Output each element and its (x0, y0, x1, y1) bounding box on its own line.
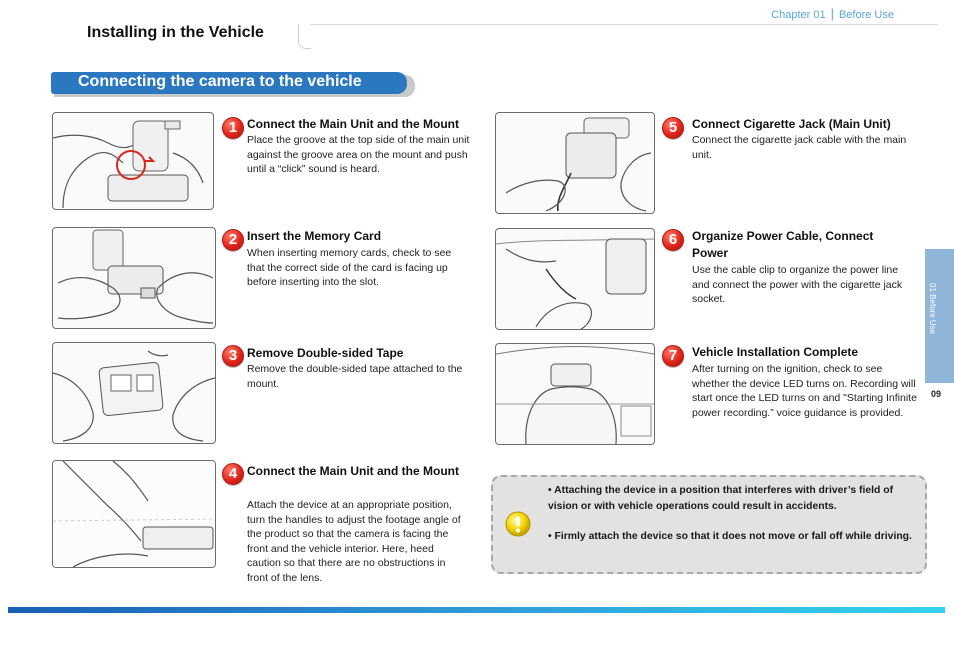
step-3-photo (52, 342, 216, 444)
step-7-photo (495, 343, 655, 445)
step-1-text: Place the groove at the top side of the main unit against the groove area on the mount and push until a “click” sound is heard. (247, 134, 470, 176)
step-2-title: Insert the Memory Card (247, 229, 382, 243)
step-1-title: Connect the Main Unit and the Mount (247, 117, 459, 131)
chapter-label: Chapter 01 (771, 9, 826, 21)
footer-gradient-bar (8, 607, 945, 613)
header-rule (310, 24, 938, 25)
page-title: Installing in the Vehicle (87, 24, 264, 41)
step-4-photo (52, 460, 216, 568)
chapter-side-tab (925, 249, 954, 383)
step-2-badge: 2 (222, 229, 244, 251)
side-tab-label: 01 Before Use (928, 283, 937, 335)
step-5-text: Connect the cigarette jack cable with the main unit. (692, 134, 907, 161)
step-6-badge: 6 (662, 229, 684, 251)
step-1-badge: 1 (222, 117, 244, 139)
page-number: 09 (931, 389, 942, 399)
step-3-text: Remove the double-sided tape attached to the mount. (247, 363, 463, 390)
step-5-photo (495, 112, 655, 214)
caution-item-1: • Attaching the device in a position that interferes with driver’s field of vision or with vehicle operations could result in accidents. (548, 485, 894, 512)
warning-icon (505, 511, 531, 537)
banner-title: Connecting the camera to the vehicle (78, 73, 362, 90)
header-hook-decoration (298, 24, 311, 49)
step-5-title: Connect Cigarette Jack (Main Unit) (692, 117, 891, 131)
step-4-text: Attach the device at an appropriate position, turn the handles to adjust the footage angle of the product so that the camera is facing the front and the vehicle interior. Here, heed caution so that there are no obstructions in front of the lens. (247, 499, 461, 584)
step-2-text: When inserting memory cards, check to see that the correct side of the card is facing up before inserting into the slot. (247, 247, 452, 289)
step-6-title: Organize Power Cable, Connect Power (692, 229, 874, 260)
step-4-badge: 4 (222, 463, 244, 485)
breadcrumb-separator: | (830, 6, 834, 21)
section-banner (51, 72, 407, 94)
step-6-photo (495, 228, 655, 330)
chapter-breadcrumb (771, 6, 894, 21)
caution-text (548, 483, 914, 545)
step-7-text: After turning on the ignition, check to see whether the device LED turns on. Recording will start once the LED turns on and "Starting Infinite power recording.” voice guidance is provided. (692, 363, 917, 419)
caution-item-2: • Firmly attach the device so that it does not move or fall off while driving. (548, 531, 912, 542)
step-7-title: Vehicle Installation Complete (692, 345, 859, 359)
step-3-badge: 3 (222, 345, 244, 367)
step-5-badge: 5 (662, 117, 684, 139)
step-1-photo (52, 112, 214, 210)
step-4-title: Connect the Main Unit and the Mount (247, 464, 459, 478)
step-6-text: Use the cable clip to organize the power line and connect the power with the cigarette jack socket. (692, 264, 903, 306)
step-3-title: Remove Double-sided Tape (247, 346, 404, 360)
step-7-badge: 7 (662, 345, 684, 367)
step-2-photo (52, 227, 216, 329)
section-label: Before Use (838, 9, 894, 21)
